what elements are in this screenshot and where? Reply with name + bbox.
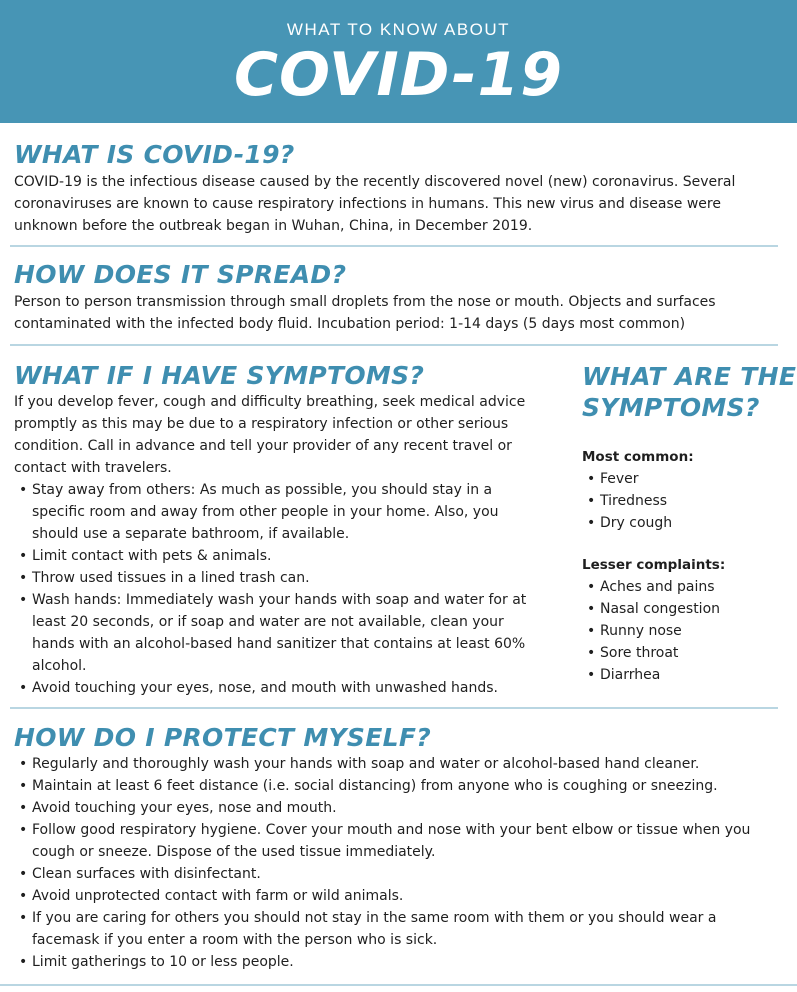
heading-symptoms-line2: SYMPTOMS?: [582, 393, 760, 422]
divider: [10, 707, 778, 709]
text-what-is: COVID-19 is the infectious disease caused by the recently discovered novel (new) coronavirus. Several coronaviruses are known to cause respiratory infections in humans. This new virus and disease were unknown before the outbreak began in Wuhan, China, in December 2019.: [14, 174, 736, 234]
text-have-symptoms: If you develop fever, cough and difficulty breathing, seek medical advice promptly as this may be due to a respiratory infection or other serious condition. Call in advance and tell your provider of any recent travel or contact with travelers.: [14, 394, 526, 476]
list-item: • Tiredness: [582, 490, 782, 512]
list-item: • Avoid touching your eyes, nose and mouth.: [14, 797, 782, 819]
lesser-symptoms-list: [582, 576, 782, 686]
banner-title: COVID-19: [234, 40, 563, 110]
list-item: • Limit gatherings to 10 or less people.: [14, 951, 782, 973]
lesser-complaints-label: Lesser complaints:: [582, 557, 726, 573]
list-item: • Maintain at least 6 feet distance (i.e. social distancing) from anyone who is coughing or sneezing.: [14, 775, 782, 797]
list-item: • Aches and pains: [582, 576, 782, 598]
divider: [10, 245, 778, 247]
heading-symptoms-line1: WHAT ARE THE: [582, 362, 797, 391]
list-item: • Nasal congestion: [582, 598, 782, 620]
text-spread: Person to person transmission through small droplets from the nose or mouth. Objects and surfaces contaminated with the infected body fluid. Incubation period: 1-14 days (5 days most common): [14, 294, 716, 332]
list-item: • Diarrhea: [582, 664, 782, 686]
heading-protect: HOW DO I PROTECT MYSELF?: [14, 723, 432, 752]
list-item: • Follow good respiratory hygiene. Cover your mouth and nose with your bent elbow or tissue when you cough or sneeze. Dispose of the used tissue immediately.: [14, 819, 782, 863]
list-item: • Runny nose: [582, 620, 782, 642]
list-item: • Dry cough: [582, 512, 782, 534]
common-symptoms-list: [582, 468, 782, 534]
list-item: • Fever: [582, 468, 782, 490]
list-item: • Sore throat: [582, 642, 782, 664]
list-item: • Regularly and thoroughly wash your hands with soap and water or alcohol-based hand cleaner.: [14, 753, 782, 775]
heading-what-is: WHAT IS COVID-19?: [14, 140, 295, 169]
list-item: • Stay away from others: As much as possible, you should stay in a specific room and away from other people in your home. Also, you should use a separate bathroom, if available.: [14, 479, 549, 545]
list-item: • Avoid unprotected contact with farm or wild animals.: [14, 885, 782, 907]
divider: [10, 344, 778, 346]
most-common-label: Most common:: [582, 449, 694, 465]
list-item: • Throw used tissues in a lined trash can.: [14, 567, 549, 589]
list-item: • Clean surfaces with disinfectant.: [14, 863, 782, 885]
list-item: • Avoid touching your eyes, nose, and mouth with unwashed hands.: [14, 677, 549, 699]
protect-list: [14, 753, 782, 973]
heading-have-symptoms: WHAT IF I HAVE SYMPTOMS?: [14, 361, 425, 390]
list-item: • If you are caring for others you should not stay in the same room with them or you should wear a facemask if you enter a room with the person who is sick.: [14, 907, 782, 951]
header-banner: [0, 0, 797, 123]
heading-spread: HOW DOES IT SPREAD?: [14, 260, 347, 289]
banner-subtitle: WHAT TO KNOW ABOUT: [286, 20, 511, 39]
symptoms-action-list: [14, 479, 549, 699]
bottom-divider: [0, 984, 797, 992]
list-item: • Wash hands: Immediately wash your hands with soap and water for at least 20 seconds, or if soap and water are not available, clean your hands with an alcohol-based hand sanitizer that contains at least 60% alcohol.: [14, 589, 549, 677]
list-item: • Limit contact with pets & animals.: [14, 545, 549, 567]
